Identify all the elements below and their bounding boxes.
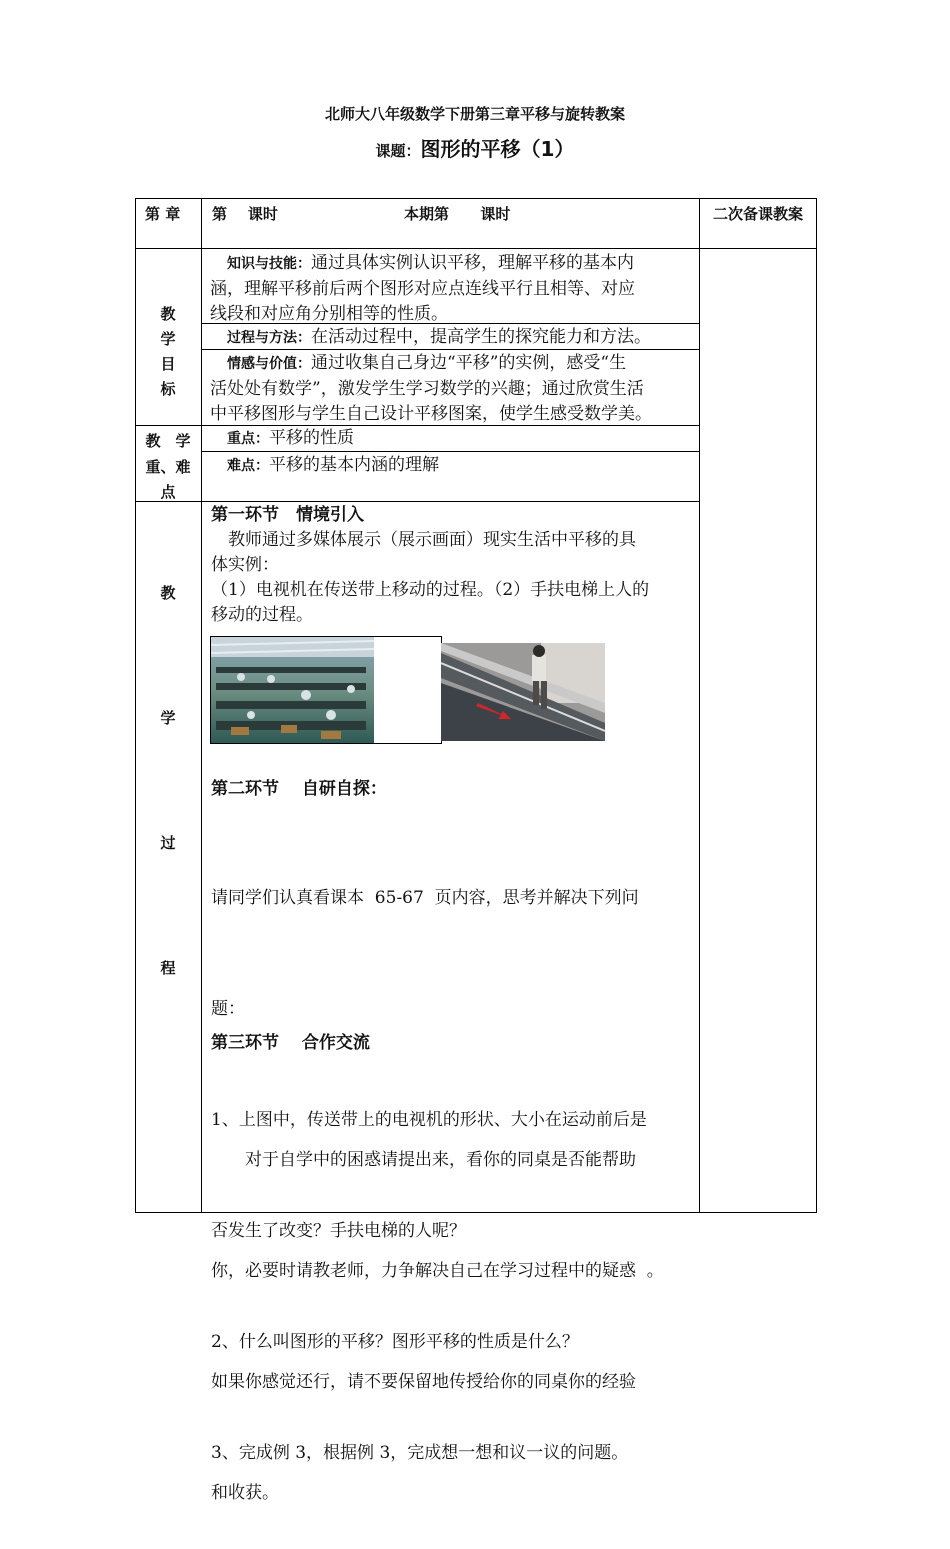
process-label: 过程与方法： — [227, 330, 311, 346]
knowledge-line-1: 通过具体实例认识平移，理解平移的基本内 — [311, 253, 634, 273]
emotion-line-3: 中平移图形与学生自己设计平移图案，使学生感受数学美。 — [210, 404, 652, 424]
section1-title: 第一环节 情境引入 — [211, 505, 364, 525]
objectives-label-1: 教 — [160, 305, 176, 323]
section1-line-1: 教师通过多媒体展示（展示画面）现实生活中平移的具 — [211, 530, 636, 550]
section2-line-2: 题： — [211, 999, 245, 1019]
section2-title: 第二环节 自研自探： — [211, 779, 387, 799]
process-text: 在活动过程中，提高学生的探究能力和方法。 — [311, 327, 651, 347]
header-chapter: 第 章 — [145, 205, 181, 223]
row-divider-header — [135, 248, 817, 249]
objectives-label-3: 目 — [160, 355, 176, 373]
section3-line-2: 你，必要时请教老师，力争解决自己在学习过程中的疑惑 。 — [211, 1261, 664, 1281]
section2-line-4: 否发生了改变？手扶电梯的人呢？ — [211, 1221, 466, 1241]
section3-line-1: 对于自学中的困惑请提出来，看你的同桌是否能帮助 — [211, 1150, 636, 1170]
assembly-line-image — [211, 637, 441, 743]
header-second-prep: 二次备课教案 — [712, 205, 803, 223]
section1-line-2: 体实例： — [211, 555, 279, 575]
emotion-line-2: 活处处有数学”，激发学生学习数学的兴趣；通过欣赏生活 — [210, 379, 644, 399]
emotion-label: 情感与价值： — [227, 356, 311, 372]
escalator-image — [441, 643, 605, 741]
row-divider-keypoints — [135, 501, 699, 502]
escalator-photo — [441, 643, 605, 741]
objectives-label-4: 标 — [160, 380, 176, 398]
difficult-point — [210, 453, 439, 479]
objectives-label-2: 学 — [160, 330, 176, 348]
process-label-2: 学 — [160, 709, 176, 727]
section3-title: 第三环节 合作交流 — [211, 1033, 370, 1053]
section1-line-3: （1）电视机在传送带上移动的过程。（2）手扶电梯上人的 — [211, 580, 650, 600]
emotion-objective — [210, 351, 699, 427]
section3-line-4: 和收获。 — [211, 1483, 279, 1503]
assembly-line-photo — [210, 636, 442, 744]
knowledge-objective — [210, 251, 695, 327]
keypoints-label-1: 教 学 — [145, 432, 191, 450]
knowledge-line-2: 涵，理解平移前后两个图形对应点连线平行且相等、对应 — [210, 279, 635, 299]
key-text: 平移的性质 — [269, 428, 354, 448]
header-lesson: 第 课时 — [212, 205, 278, 223]
section3-line-3: 如果你感觉还行，请不要保留地传授给你的同桌你的经验 — [211, 1372, 636, 1392]
process-label-3: 过 — [160, 834, 176, 852]
column-divider-2 — [699, 198, 700, 1213]
subtitle-label: 课题： — [375, 142, 421, 160]
key-label: 重点： — [227, 431, 269, 447]
section3-body — [211, 1068, 699, 1549]
knowledge-line-3: 线段和对应角分别相等的性质。 — [210, 304, 448, 324]
section2-line-5: 2、什么叫图形的平移？图形平移的性质是什么？ — [211, 1332, 579, 1352]
subtitle-text: 图形的平移（1） — [420, 137, 575, 161]
header-period: 本期第 课时 — [404, 205, 511, 223]
process-label-1: 教 — [160, 584, 176, 602]
section1-line-4: 移动的过程。 — [211, 605, 313, 625]
process-label-4: 程 — [160, 959, 176, 977]
knowledge-label: 知识与技能： — [227, 256, 311, 272]
section2-line-3: 1、上图中，传送带上的电视机的形状、大小在运动前后是 — [211, 1110, 647, 1130]
process-objective — [210, 325, 699, 351]
section2-line-1: 请同学们认真看课本 65-67 页内容，思考并解决下列问 — [211, 888, 639, 908]
column-divider-1 — [201, 198, 202, 1213]
lesson-subtitle — [0, 133, 950, 162]
section1-body — [211, 528, 699, 628]
document-title: 北师大八年级数学下册第三章平移与旋转教案 — [324, 105, 625, 123]
difficult-label: 难点： — [227, 458, 269, 474]
section2-line-6: 3、完成例 3，根据例 3，完成想一想和议一议的问题。 — [211, 1443, 629, 1463]
keypoints-label-3: 点 — [160, 483, 176, 501]
difficult-text: 平移的基本内涵的理解 — [269, 455, 439, 475]
keypoints-label-2: 重、难 — [145, 458, 191, 476]
emotion-line-1: 通过收集自己身边“平移”的实例，感受“生 — [311, 353, 627, 373]
key-point — [210, 426, 354, 452]
